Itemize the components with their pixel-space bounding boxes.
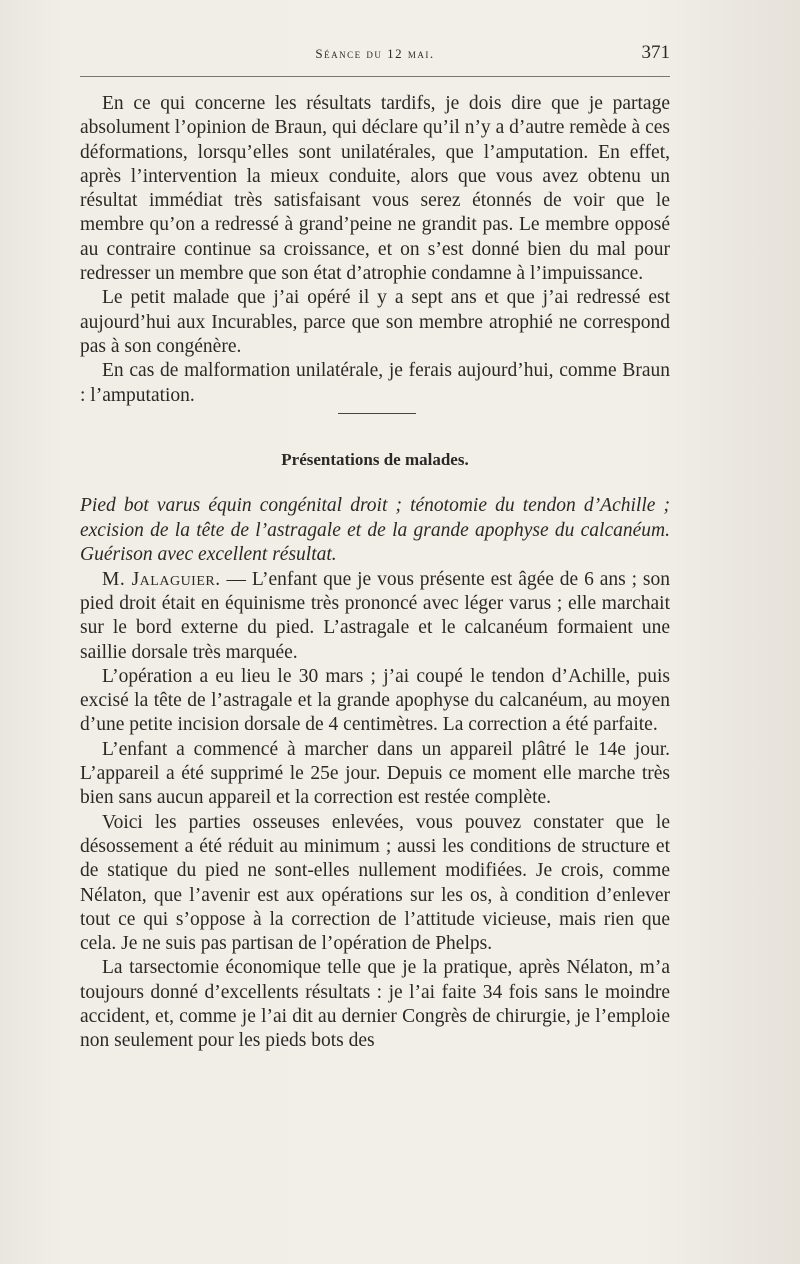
paragraph-walking: L’enfant a commencé à marcher dans un appareil plâtré le 14e jour. L’appareil a été supprimé le 25e jour. Depuis ce moment elle marche très bien sans aucun appareil et la correction est restée complète. xyxy=(80,738,670,809)
paragraph-speaker-intro xyxy=(80,568,670,665)
running-title: Séance du 12 mai. xyxy=(315,46,435,61)
case-title: Pied bot varus équin congénital droit ; ténotomie du tendon d’Achille ; excision de la tête de l’astragale et de la grande apophyse du calcanéum. Guérison avec excellent résultat. xyxy=(80,495,670,566)
paragraph-small-patient: Le petit malade que j’ai opéré il y a sept ans et que j’ai redressé est aujourd’hui aux Incurables, parce que son membre atrophié ne correspond pas à son congénère. xyxy=(80,287,670,357)
header-rule xyxy=(80,76,670,77)
page-header xyxy=(80,38,670,68)
section-separator-rule xyxy=(338,413,416,414)
section-heading: Présentations de malades. xyxy=(281,449,469,469)
paragraph-tarsectomy: La tarsectomie économique telle que je la pratique, après Nélaton, m’a toujours donné d’excellents résultats : je l’ai faite 34 fois sans le moindre accident, et, comme je l’ai dit au dernier Congrès de chirurgie, je l’emploie non seulement pour les pieds bots des xyxy=(80,957,670,1052)
paragraph-unilateral-malformation: En cas de malformation unilatérale, je ferais aujourd’hui, comme Braun : l’amputation. xyxy=(80,360,670,406)
paragraph-late-results: En ce qui concerne les résultats tardifs, je dois dire que je partage absolument l’opinion de Braun, qui déclare qu’il n’y a d’autre remède à ces déformations, lorsqu’elles sont unilatérales, que l’amputation. En effet, après l’intervention la mieux conduite, alors que vous avez obtenu un résultat immédiat très satisfaisant vous serez étonnés de voir que le membre qu’on a redressé à grand’peine ne grandit pas. Le membre opposé au contraire continue sa croissance, et on s’est donné bien du mal pour redresser un membre que son état d’atrophie condamne à l’impuissance. xyxy=(80,93,670,285)
speaker-text: — L’enfant que je vous présente est âgée de 6 ans ; son pied droit était en équinisme très prononcé avec léger varus ; elle marchait sur le bord externe du pied. L’astragale et le calcanéum formaient une saillie dorsale très marquée. xyxy=(80,568,670,663)
speaker-name: M. Jalaguier. xyxy=(102,568,221,590)
paragraph-bone-parts: Voici les parties osseuses enlevées, vous pouvez constater que le désossement a été réduit au minimum ; aussi les conditions de structure et de statique du pied ne sont-elles nullement modifiées. Je crois, comme Nélaton, que l’avenir est aux opérations sur les os, à condition d’enlever tout ce qui s’oppose à la correction de l’attitude vicieuse, mais rien que cela. Je ne suis pas partisan de l’opération de Phelps. xyxy=(80,811,670,955)
page-number: 371 xyxy=(641,42,670,63)
paragraph-operation: L’opération a eu lieu le 30 mars ; j’ai coupé le tendon d’Achille, puis excisé la tête de l’astragale et la grande apophyse du calcanéum, au moyen d’une petite incision dorsale de 4 centimètres. La correction a été parfaite. xyxy=(80,665,670,736)
page-body xyxy=(80,92,670,1054)
